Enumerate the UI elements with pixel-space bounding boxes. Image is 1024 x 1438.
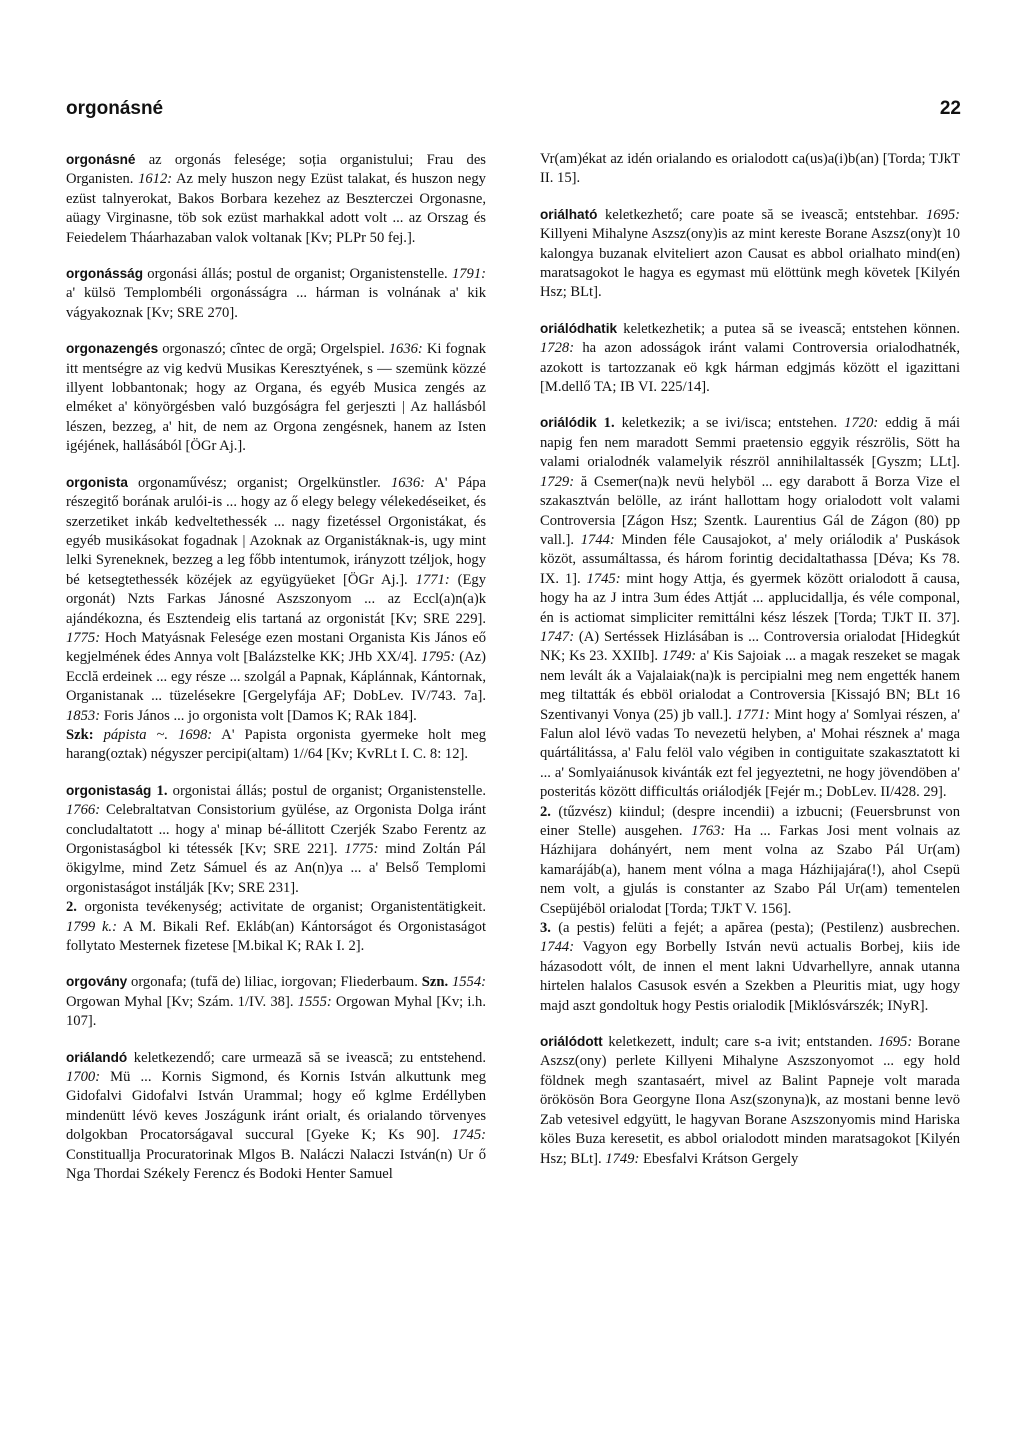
entry-paragraph [66, 972, 486, 1031]
entry-text: keletkezett, indult; care s-a ivit; entstanden. [602, 1034, 879, 1051]
entry-headword: orgonista [66, 474, 128, 490]
entry-paragraph [540, 319, 960, 398]
sense-marker: 2. [66, 899, 77, 916]
entry-headword: orgonistaság [66, 782, 152, 798]
citation-year: 1795: [421, 649, 456, 666]
entry-paragraph [66, 264, 486, 323]
entry-text: Ha ... Farkas Josi ment volnais az Házhijara dohányért, nem ment volna az Szabo Pál Ur(am) kamarájáb(a), hanem ment vólna a maga Házhijajára(!), ahol Csepü nem volt, a gjulás is constanter az Szabo Pál Ur(am) tementelen Csepüjéböl orialodat [Torda; TJkT V. 156]. [540, 823, 960, 917]
entry-text: orgonaművész; organist; Orgelkünstler. [127, 474, 391, 491]
entry-text: eddig ă mái napig fen nem maradott Semmi praetensio eggyik részrölis, Sött ha valami orialodnék valamelyik részröl annihilaltassék [Gyszm; LLt]. [540, 415, 960, 471]
entry-text: a' külsö Templombéli orgonásságra ... hárman is volnának a' kik vágyakoznak [Kv; SRE 270]. [66, 285, 486, 321]
citation-year: 1554: [451, 974, 486, 991]
entry-text: mint hogy Attja, és gyermek között orialodott ă causa, hogy ha az J intra 3um édes Attját ... applucidallja, és véle componal, én is actiomat simpliciter remittálni kész lészek [Torda; TJkT II. 37]. [540, 570, 960, 626]
sense-marker: Szk: [66, 726, 94, 743]
citation-year: pápista ~. 1698: [93, 726, 213, 743]
left-column [66, 150, 486, 1201]
entry-text: a' Kis Sajoiak ... a magak reszeket se magak nem levált ák a Vajalaiak(na)k is percipialni meg nem engették hanem meg tiltatták és ebböl orialodat a Controversia [Kissajó BN; BLt 16 Szentivanyi Vonya (25) jb vall.]. [540, 648, 960, 723]
dictionary-entry [540, 319, 960, 398]
citation-year: 1720: [844, 415, 879, 432]
dictionary-entry [540, 150, 960, 189]
entry-headword: oriálódott [540, 1034, 603, 1050]
entry-headword: oriálódik [540, 415, 597, 431]
entry-headword: orgonazengés [66, 341, 159, 357]
entry-text: ă Csemer(na)k nevü helyböl ... egy darabott ă Borza Vize el szakasztván belölle, az iránt hallottam hogy orialodott volt valami Controversia [Zágon Hsz; Szentk. Laurentius Gál de Zágon (80) pp vall.]. [540, 473, 960, 548]
entry-text: Mü ... Kornis Sigmond, és Kornis István alkuttunk meg Gidofalvi Gidofalvi István Urammal; hogy eő kglme Erdéllyben mindenütt lévö keves Joszágunk iránt orialt, és orialando törvenyes dolgokban Procatorságaval succural [Gyeke K; Ks 90]. [66, 1069, 486, 1144]
entry-text: orgonaszó; cîntec de orgă; Orgelspiel. [158, 341, 389, 358]
citation-year: 1555: [297, 993, 332, 1010]
entry-text: keletkezendő; care urmează să se ivească; zu entstehend. [127, 1049, 486, 1066]
entry-text: Mint hogy a' Somlyai részen, a' Falun alol lévö vadas To nevezetü helyben, a' Mohai résznek a' maga quártálitássa, a' Falu felöl valo végiben in contiguitate szakasztatott ki ... a' Somlyaiánusok kivánták ezt fel jegyeztetni, ne hogy jövendöben a' posteritás között difficultás oriálodjék [Fejér m.; DobLev. II/428. 29]. [540, 706, 960, 801]
entry-text: Orgowan Myhal [Kv; Szám. 1/IV. 38]. [66, 993, 298, 1010]
entry-text: orgonási állás; postul de organist; Organistenstelle. [143, 266, 452, 283]
entry-text: (A) Sertéssek Hizlásában is ... Controversia orialodat [Hidegkút NK; Ks 23. XXIIb]. [540, 628, 960, 665]
citation-year: 1771: [735, 706, 770, 723]
entry-subsense [66, 898, 486, 956]
entry-text: Hoch Matyásnak Felesége ezen mostani Organista Kis János eő kegjelmének édes Annya volt [Balázstelke KK; JHb XX/4]. [66, 629, 486, 666]
entry-paragraph [540, 1032, 960, 1169]
running-headword: orgonásné [66, 98, 164, 119]
entry-text: orgonista tevékenység; activitate de organist; Organistentätigkeit. [76, 899, 486, 916]
citation-year: 1695: [925, 206, 960, 223]
citation-year: 1766: [66, 802, 101, 819]
sense-marker: 1. [151, 782, 168, 799]
citation-year: 1612: [138, 171, 173, 188]
entry-text: orgonistai állás; postul de organist; Organistenstelle. [167, 782, 486, 799]
citation-year: 1744: [580, 531, 615, 548]
entry-text: Constituallja Procuratorinak Mlgos B. Naláczi Nalaczi István(n) Ur ő Nga Thordai Székely Ferencz és Bodoki Henter Samuel [66, 1146, 486, 1183]
dictionary-entry [66, 473, 486, 765]
entry-text: Ki fognak itt mentségre az vig kedvü Musikas Keresztyének, s — szemünk közzé illyent lobbantonak; hogy az Organa, és egyéb Musica zengés az elméket a' könyörgésben való buzgóságra fel gerjeszti | Az hallásból lészen, bezzeg, a' hit, de nem az Orgona zengésnek, hanem az Isten igéjének, hallásából [ÖGr Aj.]. [66, 341, 486, 455]
citation-year: 1695: [878, 1034, 913, 1051]
entry-text: A' Papista orgonista gyermeke holt meg harang(oztak) négyszer percipi(altam) 1//64 [Kv; KvRLt I. C. 8: 12]. [66, 726, 486, 763]
entry-text: (Az) Ecclă erdeinek ... egy része ... szolgál a Papnak, Káplánnak, Kántornak, Organistanak ... tüzelésekre [Gergelyfája AF; DobLev. IV/743. 7a]. [66, 649, 486, 705]
entry-text: keletkezhető; care poate să se ivească; entstehbar. [597, 206, 926, 223]
citation-year: 1636: [390, 474, 426, 491]
entry-text: Ebesfalvi Krátson Gergely [639, 1150, 799, 1167]
citation-year: 1775: [66, 629, 101, 646]
entry-paragraph [66, 1048, 486, 1185]
entry-text: Vagyon egy Borbelly István nevü actualis Borbej, kiis ide házasodott vólt, de innen el ment lakni Udvarhellyre, annak utanna hirtelen halalos Casusok esvén a Szekben a Pleuritis miat, ugy hogy majd aszt gondoltuk hogy Pestis orialodik [Miklósvárszék; INyR]. [540, 939, 960, 1014]
entry-text: ha azon adosságok iránt valami Controversia orialodhatnék, azokott is tartozzanak eö kgk hárman edgjmás között el igazittani [M.dellő TA; IB VI. 225/14]. [540, 340, 960, 396]
entry-headword: orgovány [66, 974, 128, 990]
sense-marker: 1. [596, 415, 615, 432]
dictionary-entry [540, 1032, 960, 1169]
entry-text: Az mely huszon negy Ezüst talakat, és huszon negy ezüst talnyerokat, Bakos Borbara kezehez az Beszterczei Orgonasne, aüagy Virginasne, töb sok ezüst marhakkal adott volt ... az Orszag és Feiedelem Tháarhazaban valok voltanak [Kv; PLPr 50 fej.]. [66, 171, 486, 246]
entry-text: az orgonás felesége; soția organistului; Frau des Organisten. [66, 152, 486, 188]
dictionary-entry [540, 413, 960, 1016]
entry-paragraph [66, 339, 486, 456]
dictionary-entry [66, 781, 486, 957]
page-number: 22 [939, 98, 961, 119]
citation-year: 1771: [415, 571, 450, 588]
citation-year: 1749: [662, 648, 697, 665]
entry-text: Foris János ... jo orgonista volt [Damos K; RAk 184]. [100, 707, 417, 724]
entry-text: Celebraltatvan Consistorium gyülése, az Orgonista Dolga iránt concludaltatott ... hogy a' minap bé-állitott Czerjék Szabo Ferentz az Orgonistaságbol ki tétessék [Kv; SRE 221]. [66, 802, 486, 857]
entry-text: orgonafa; (tufă de) liliac, iorgovan; Fliederbaum. [127, 974, 422, 991]
entry-headword: oriálandó [66, 1049, 128, 1065]
citation-year: 1744: [540, 939, 575, 956]
citation-year: 1745: [451, 1127, 486, 1144]
entry-text: keletkezhetik; a putea să se ivească; entstehen können. [617, 320, 960, 337]
citation-year: 1745: [586, 570, 621, 587]
entry-text: mind Zoltán Pál ökigylme, mind Zetz Sámuel és az An(n)ya ... a' Belső Templomi orgonistaságot instálják [Kv; SRE 231]. [66, 841, 486, 896]
entry-text: Killyeni Mihalyne Aszsz(ony)is az mint kereste Borane Aszsz(ony)t 10 kalongya buzanak elviteliert azon Causat es abbol orialhato mind(en) maratsagokot le hagya es egymast mü elöttünk megh követek [Kilyén Hsz; BLt]. [540, 226, 960, 301]
entry-text: Minden féle Causajokot, a' mely oriálodik a' Puskások közöt, assumáltassa, és három forintig decidaltathassa [Déva; Ks 78. IX. 1]. [540, 531, 960, 587]
citation-year: 1799 k.: [66, 918, 117, 935]
entry-paragraph [66, 781, 486, 898]
entry-text: keletkezik; a se ivi/isca; entstehen. [614, 415, 845, 432]
citation-year: 1636: [388, 341, 423, 358]
citation-year: 1747: [540, 628, 575, 645]
entry-text: (tűzvész) kiindul; (despre incendii) a izbucni; (Feuersbrunst von einer Stelle) ausgehen. [540, 803, 960, 839]
citation-year: 1749: [605, 1150, 640, 1167]
entry-text: A M. Bikali Ref. Ekláb(an) Kántorságot és Orgonistaságot follytato Mesternek fizetese [M.bikal K; RAk I. 2]. [66, 918, 487, 955]
sense-marker: 3. [540, 920, 551, 937]
entry-text: (Egy orgonát) Nzts Farkas Jánosné Aszszonyom ... az Eccl(a)n(a)k ajándékozna, és Esztendeig elis tartaná az orgonistát [Kv; SRE 229]. [66, 571, 486, 627]
citation-year: 1763: [691, 823, 726, 839]
dictionary-entry [66, 150, 486, 248]
entry-headword: orgonásné [66, 152, 136, 167]
citation-year: 1791: [451, 266, 486, 283]
sense-marker: 2. [540, 803, 551, 820]
right-column [540, 150, 960, 1185]
entry-text: Vr(am)ékat az idén orialando es orialodott ca(us)a(i)b(an) [Torda; TJkT II. 15]. [540, 151, 960, 187]
running-header [66, 98, 961, 128]
entry-paragraph [540, 413, 960, 802]
entry-text: (a pestis) felüti a fejét; a apărea (pesta); (Pestilenz) ausbrechen. [550, 920, 960, 937]
entry-headword: oriálható [540, 206, 598, 222]
entry-paragraph [540, 150, 960, 189]
citation-year: 1775: [344, 841, 379, 857]
entry-headword: orgonásság [66, 266, 144, 282]
entry-headword: oriálódhatik [540, 320, 618, 336]
citation-year: 1728: [540, 340, 575, 357]
entry-paragraph [540, 205, 960, 303]
entry-subsense [540, 919, 960, 1016]
citation-year: 1729: [540, 473, 575, 490]
entry-text: A' Pápa részegitő borának arulói-is ... hogy az ő elegy belegy vélekedéseiket, és szerzetiket inkáb kedveltethessék ... nagy fizetéssel Orgonistákat, és egyéb musikásokat fogadnak | Azoknak az Organistáknak-is, ugy mint lelki Syreneknek, bezzeg a leg főbb intentumok, irányzott tzéljok, hogy bé ketsegtethessék közéjek az együgyüeket [ÖGr Aj.]. [66, 474, 486, 588]
entry-paragraph [66, 150, 486, 248]
entry-text: Borane Aszsz(ony) perlete Killyeni Mihalyne Aszszonyomot ... egy hold földnek megh szantasaért, mivel az Balint Papneje volt marada örökösön Bora Georgyne Ilona Asz(szonyna)k, az mostani benne levö Zab vetesivel edgyütt, le hagyvan Borane Aszszonyomis mind Hariska köles Buza keresetit, es abbol orialodott minden maratsagokot [Kilyén Hsz; BLt]. [540, 1034, 960, 1167]
dictionary-entry [66, 339, 486, 456]
entry-subsense [66, 726, 486, 765]
dictionary-entry [66, 1048, 486, 1185]
entry-paragraph [66, 473, 486, 726]
dictionary-entry [66, 972, 486, 1031]
dictionary-entry [66, 264, 486, 323]
entry-subsense [540, 803, 960, 919]
entry-text: Orgowan Myhal [Kv; i.h. 107]. [66, 993, 486, 1030]
dictionary-entry [540, 205, 960, 303]
citation-year: 1700: [66, 1069, 101, 1086]
sense-marker: Szn. [421, 974, 449, 991]
citation-year: 1853: [66, 707, 101, 724]
